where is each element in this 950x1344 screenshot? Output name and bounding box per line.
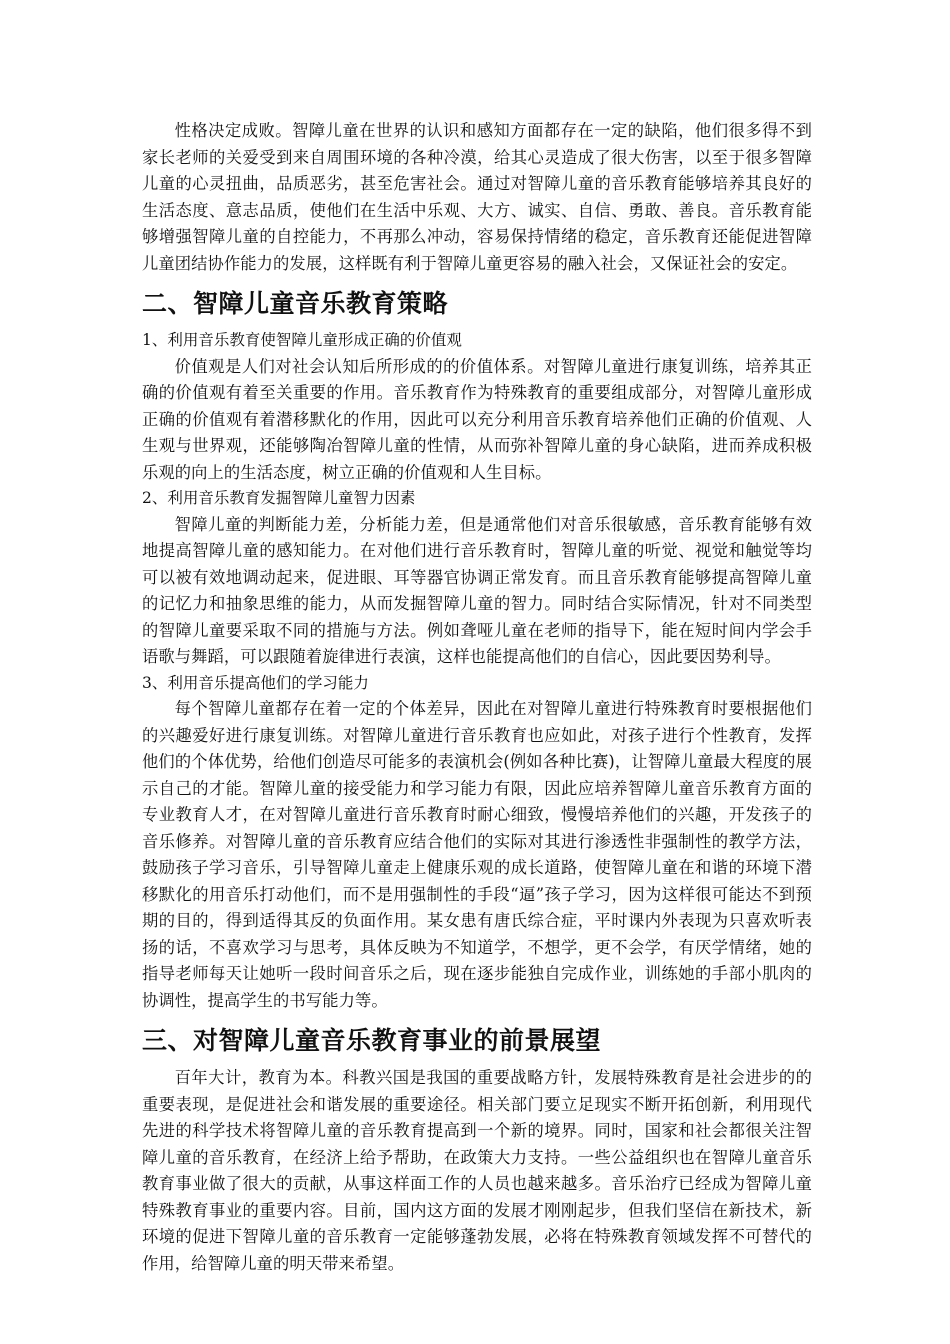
paragraph-intelligence: 智障儿童的判断能力差，分析能力差，但是通常他们对音乐很敏感，音乐教育能够有效地提高智障儿童的感知能力。在对他们进行音乐教育时，智障儿童的听觉、视觉和触觉等均可以被有效地调动起来，促进眼、耳等器官协调正常发育。而且音乐教育能够提高智障儿童的记忆力和抽象思维的能力，从而发掘智障儿童的智力。同时结合实际情况，针对不同类型的智障儿童要采取不同的措施与方法。例如聋哑儿童在老师的指导下，能在短时间内学会手语歌与舞蹈，可以跟随着旋律进行表演，这样也能提高他们的自信心，因此要因势利导。	[142, 514, 812, 666]
section-heading-outlook: 三、对智障儿童音乐教育事业的前景展望	[142, 1026, 602, 1055]
subheading-learning-ability: 3、利用音乐提高他们的学习能力	[142, 673, 369, 692]
intro-paragraph: 性格决定成败。智障儿童在世界的认识和感知方面都存在一定的缺陷，他们很多得不到家长老师的关爱受到来自周围环境的各种冷漠，给其心灵造成了很大伤害，以至于很多智障儿童的心灵扭曲，品质恶劣，甚至危害社会。通过对智障儿童的音乐教育能够培养其良好的生活态度、意志品质，使他们在生活中乐观、大方、诚实、自信、勇敢、善良。音乐教育能够增强智障儿童的自控能力，不再那么冲动，容易保持情绪的稳定，音乐教育还能促进智障儿童团结协作能力的发展，这样既有利于智障儿童更容易的融入社会，又保证社会的安定。	[142, 121, 812, 273]
paragraph-outlook: 百年大计，教育为本。科教兴国是我国的重要战略方针，发展特殊教育是社会进步的的重要表现，是促进社会和谐发展的重要途径。相关部门要立足现实不断开拓创新，利用现代先进的科学技术将智障儿童的音乐教育提高到一个新的境界。同时，国家和社会都很关注智障儿童的音乐教育，在经济上给予帮助，在政策大力支持。一些公益组织也在智障儿童音乐教育事业做了很大的贡献，从事这样面工作的人员也越来越多。音乐治疗已经成为智障儿童特殊教育事业的重要内容。目前，国内这方面的发展才刚刚起步，但我们坚信在新技术，新环境的促进下智障儿童的音乐教育一定能够蓬勃发展，必将在特殊教育领域发挥不可替代的作用，给智障儿童的明天带来希望。	[142, 1068, 812, 1273]
paragraph-values: 价值观是人们对社会认知后所形成的的价值体系。对智障儿童进行康复训练，培养其正确的价值观有着至关重要的作用。音乐教育作为特殊教育的重要组成部分，对智障儿童形成正确的价值观有着潜移默化的作用，因此可以充分利用音乐教育培养他们正确的价值观、人生观与世界观，还能够陶冶智障儿童的性情，从而弥补智障儿童的身心缺陷，进而养成积极乐观的向上的生活态度，树立正确的价值观和人生目标。	[142, 356, 812, 482]
subheading-intelligence: 2、利用音乐教育发掘智障儿童智力因素	[142, 489, 416, 507]
paragraph-learning-ability: 每个智障儿童都存在着一定的个体差异，因此在对智障儿童进行特殊教育时要根据他们的兴趣爱好进行康复训练。对智障儿童进行音乐教育也应如此，对孩子进行个性教育，发挥他们的个体优势，给他们创造尽可能多的表演机会(例如各种比赛)，让智障儿童最大程度的展示自己的才能。智障儿童的接受能力和学习能力有限，因此应培养智障儿童音乐教育方面的专业教育人才，在对智障儿童进行音乐教育时耐心细致，慢慢培养他们的兴趣，开发孩子的音乐修养。对智障儿童的音乐教育应结合他们的实际对其进行渗透性非强制性的教学方法，鼓励孩子学习音乐，引导智障儿童走上健康乐观的成长道路，使智障儿童在和谐的环境下潜移默化的用音乐打动他们，而不是用强制性的手段“逼”孩子学习，因为这样很可能达不到预期的目的，得到适得其反的负面作用。某女患有唐氏综合症，平时课内外表现为只喜欢听表扬的话，不喜欢学习与思考，具体反映为不知道学，不想学，更不会学，有厌学情绪，她的指导老师每天让她听一段时间音乐之后，现在逐步能独自完成作业，训练她的手部小肌肉的协调性，提高学生的书写能力等。	[142, 699, 812, 1010]
subheading-values: 1、利用音乐教育使智障儿童形成正确的价值观	[142, 331, 462, 349]
section-heading-strategies: 二、智障儿童音乐教育策略	[142, 289, 449, 318]
document-body	[142, 118, 812, 1277]
